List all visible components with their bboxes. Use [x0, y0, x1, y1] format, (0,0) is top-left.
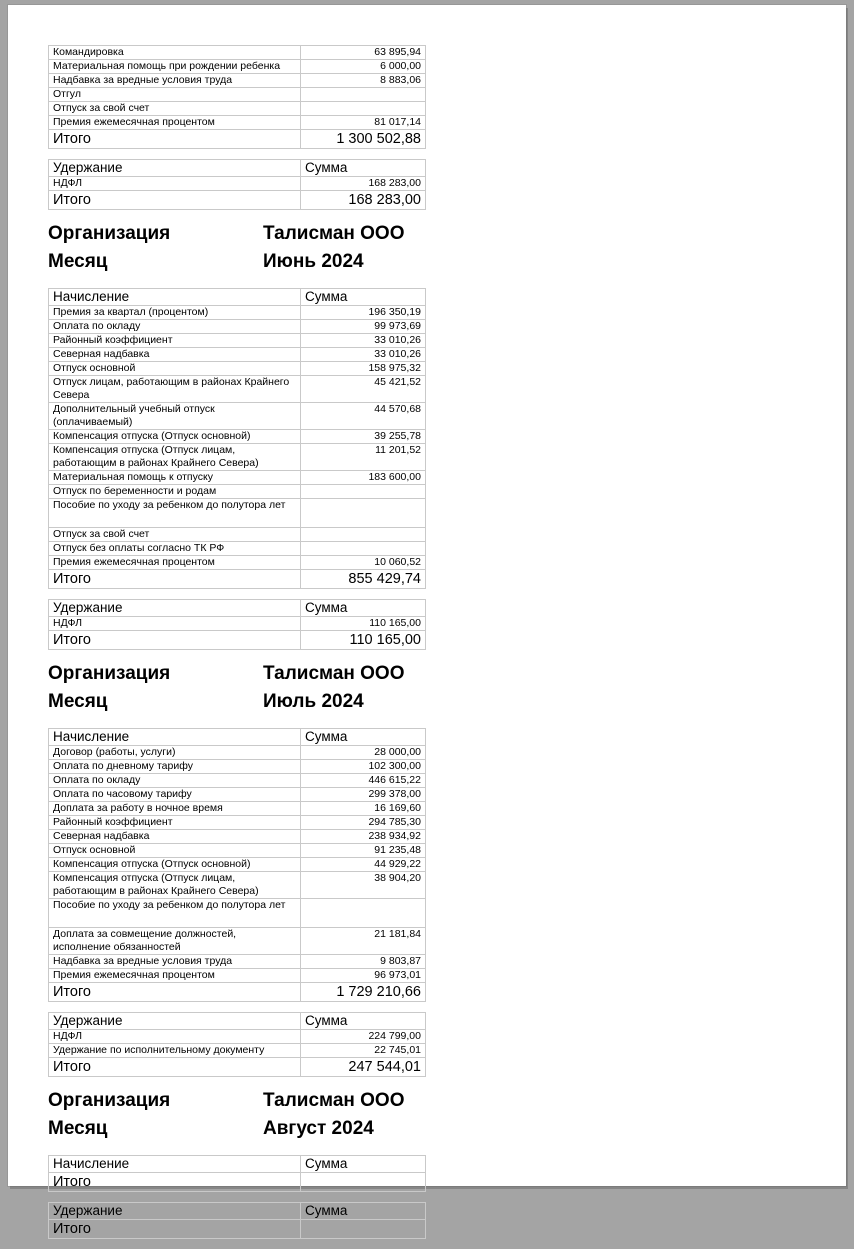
label-cell: Пособие по уходу за ребенком до полутора лет: [49, 499, 301, 528]
label-cell: Компенсация отпуска (Отпуск основной): [49, 430, 301, 444]
label-cell: Доплата за совмещение должностей, исполнение обязанностей: [49, 928, 301, 955]
value-cell: 38 904,20: [301, 872, 426, 899]
header-row: [49, 600, 426, 617]
value-cell: Сумма: [301, 1203, 426, 1220]
data-row: [49, 348, 426, 362]
value-cell: 168 283,00: [301, 191, 426, 210]
data-row: [49, 872, 426, 899]
label-cell: Отпуск за свой счет: [49, 102, 301, 116]
field-row: [48, 1087, 407, 1115]
total-row: [49, 983, 426, 1002]
value-cell: [301, 499, 426, 528]
value-cell: [301, 542, 426, 556]
value-cell: [301, 1220, 426, 1239]
label-cell: Отпуск основной: [49, 844, 301, 858]
value-cell: 16 169,60: [301, 802, 426, 816]
label-cell: Северная надбавка: [49, 830, 301, 844]
label-cell: Договор (работы, услуги): [49, 746, 301, 760]
section-header-july: [48, 660, 407, 716]
value-cell: 39 255,78: [301, 430, 426, 444]
label-cell: Премия за квартал (процентом): [49, 306, 301, 320]
data-row: [49, 556, 426, 570]
label-cell: Удержание по исполнительному документу: [49, 1044, 301, 1058]
total-row: [49, 130, 426, 149]
data-row: [49, 858, 426, 872]
value-cell: 22 745,01: [301, 1044, 426, 1058]
value-cell: Сумма: [301, 1013, 426, 1030]
data-row: [49, 74, 426, 88]
label-cell: Отпуск основной: [49, 362, 301, 376]
header-row: [49, 729, 426, 746]
value-cell: 224 799,00: [301, 1030, 426, 1044]
label-cell: Премия ежемесячная процентом: [49, 556, 301, 570]
value-cell: 21 181,84: [301, 928, 426, 955]
value-cell: 8 883,06: [301, 74, 426, 88]
deductions-table-august: [48, 1202, 426, 1239]
data-row: [49, 430, 426, 444]
label-cell: Премия ежемесячная процентом: [49, 116, 301, 130]
value-cell: 45 421,52: [301, 376, 426, 403]
label-cell: НДФЛ: [49, 1030, 301, 1044]
label-cell: Командировка: [49, 46, 301, 60]
value-cell: 11 201,52: [301, 444, 426, 471]
data-row: [49, 816, 426, 830]
section-header-june: [48, 220, 407, 276]
label-cell: Итого: [49, 983, 301, 1002]
accruals-table-continuation: [48, 45, 426, 149]
value-cell: Сумма: [301, 600, 426, 617]
data-row: [49, 788, 426, 802]
label-cell: Надбавка за вредные условия труда: [49, 74, 301, 88]
field-row: [48, 660, 407, 688]
label-cell: Материальная помощь при рождении ребенка: [49, 60, 301, 74]
data-row: [49, 334, 426, 348]
value-cell: 102 300,00: [301, 760, 426, 774]
data-row: [49, 116, 426, 130]
value-cell: 158 975,32: [301, 362, 426, 376]
data-row: [49, 830, 426, 844]
value-cell: 28 000,00: [301, 746, 426, 760]
field-value: Июль 2024: [263, 691, 364, 712]
field-label: Месяц: [48, 251, 108, 272]
label-cell: Компенсация отпуска (Отпуск основной): [49, 858, 301, 872]
label-cell: Компенсация отпуска (Отпуск лицам, работающим в районах Крайнего Севера): [49, 872, 301, 899]
field-value: Талисман ООО: [263, 663, 405, 684]
label-cell: Материальная помощь к отпуску: [49, 471, 301, 485]
header-row: [49, 160, 426, 177]
label-cell: Начисление: [49, 729, 301, 746]
field-label: Организация: [48, 663, 171, 684]
data-row: [49, 617, 426, 631]
label-cell: Итого: [49, 1173, 301, 1192]
value-cell: 1 300 502,88: [301, 130, 426, 149]
data-row: [49, 542, 426, 556]
field-row: [48, 248, 407, 276]
deductions-table-july: [48, 1012, 426, 1077]
label-cell: Начисление: [49, 1156, 301, 1173]
label-cell: Районный коэффициент: [49, 334, 301, 348]
label-cell: Итого: [49, 130, 301, 149]
label-cell: Доплата за работу в ночное время: [49, 802, 301, 816]
total-row: [49, 1173, 426, 1192]
data-row: [49, 1030, 426, 1044]
value-cell: 1 729 210,66: [301, 983, 426, 1002]
label-cell: Удержание: [49, 1013, 301, 1030]
data-row: [49, 362, 426, 376]
label-cell: Удержание: [49, 600, 301, 617]
value-cell: [301, 102, 426, 116]
total-row: [49, 1058, 426, 1077]
data-row: [49, 177, 426, 191]
label-cell: Итого: [49, 1058, 301, 1077]
value-cell: 110 165,00: [301, 617, 426, 631]
value-cell: 81 017,14: [301, 116, 426, 130]
value-cell: 44 570,68: [301, 403, 426, 430]
value-cell: [301, 1173, 426, 1192]
label-cell: Пособие по уходу за ребенком до полутора лет: [49, 899, 301, 928]
label-cell: Оплата по окладу: [49, 320, 301, 334]
data-row: [49, 306, 426, 320]
label-cell: Северная надбавка: [49, 348, 301, 362]
document-page: [8, 5, 846, 1237]
data-row: [49, 774, 426, 788]
data-row: [49, 802, 426, 816]
deductions-table-may: [48, 159, 426, 210]
value-cell: Сумма: [301, 1156, 426, 1173]
label-cell: НДФЛ: [49, 617, 301, 631]
value-cell: 110 165,00: [301, 631, 426, 650]
value-cell: 33 010,26: [301, 348, 426, 362]
label-cell: Дополнительный учебный отпуск (оплачиваемый): [49, 403, 301, 430]
label-cell: Итого: [49, 1220, 301, 1239]
total-row: [49, 1220, 426, 1239]
data-row: [49, 403, 426, 430]
label-cell: Премия ежемесячная процентом: [49, 969, 301, 983]
value-cell: 855 429,74: [301, 570, 426, 589]
field-label: Организация: [48, 223, 171, 244]
label-cell: Отпуск по беременности и родам: [49, 485, 301, 499]
value-cell: 299 378,00: [301, 788, 426, 802]
data-row: [49, 760, 426, 774]
value-cell: 446 615,22: [301, 774, 426, 788]
label-cell: Отпуск лицам, работающим в районах Крайнего Севера: [49, 376, 301, 403]
value-cell: Сумма: [301, 160, 426, 177]
value-cell: 238 934,92: [301, 830, 426, 844]
value-cell: 196 350,19: [301, 306, 426, 320]
label-cell: Оплата по окладу: [49, 774, 301, 788]
header-row: [49, 1203, 426, 1220]
label-cell: Отпуск за свой счет: [49, 528, 301, 542]
value-cell: 91 235,48: [301, 844, 426, 858]
label-cell: Оплата по часовому тарифу: [49, 788, 301, 802]
label-cell: Отпуск без оплаты согласно ТК РФ: [49, 542, 301, 556]
label-cell: Районный коэффициент: [49, 816, 301, 830]
data-row: [49, 955, 426, 969]
label-cell: Оплата по дневному тарифу: [49, 760, 301, 774]
data-row: [49, 485, 426, 499]
data-row: [49, 376, 426, 403]
value-cell: Сумма: [301, 729, 426, 746]
total-row: [49, 570, 426, 589]
data-row: [49, 102, 426, 116]
label-cell: Удержание: [49, 160, 301, 177]
total-row: [49, 631, 426, 650]
header-row: [49, 289, 426, 306]
label-cell: Итого: [49, 631, 301, 650]
value-cell: 183 600,00: [301, 471, 426, 485]
value-cell: Сумма: [301, 289, 426, 306]
label-cell: Начисление: [49, 289, 301, 306]
data-row: [49, 746, 426, 760]
label-cell: Отгул: [49, 88, 301, 102]
data-row: [49, 88, 426, 102]
field-row: [48, 688, 407, 716]
field-value: Талисман ООО: [263, 223, 405, 244]
field-value: Август 2024: [263, 1118, 374, 1139]
label-cell: Компенсация отпуска (Отпуск лицам, работающим в районах Крайнего Севера): [49, 444, 301, 471]
data-row: [49, 844, 426, 858]
value-cell: 9 803,87: [301, 955, 426, 969]
data-row: [49, 320, 426, 334]
total-row: [49, 191, 426, 210]
field-value: Талисман ООО: [263, 1090, 405, 1111]
header-row: [49, 1013, 426, 1030]
data-row: [49, 444, 426, 471]
field-row: [48, 1115, 407, 1143]
data-row: [49, 46, 426, 60]
data-row: [49, 60, 426, 74]
label-cell: Удержание: [49, 1203, 301, 1220]
value-cell: 44 929,22: [301, 858, 426, 872]
field-row: [48, 220, 407, 248]
deductions-table-june: [48, 599, 426, 650]
field-label: Месяц: [48, 1118, 108, 1139]
data-row: [49, 528, 426, 542]
data-row: [49, 969, 426, 983]
value-cell: 6 000,00: [301, 60, 426, 74]
data-row: [49, 1044, 426, 1058]
document-content: [48, 45, 421, 1249]
value-cell: 33 010,26: [301, 334, 426, 348]
value-cell: 168 283,00: [301, 177, 426, 191]
label-cell: Итого: [49, 570, 301, 589]
accruals-table-july: [48, 728, 426, 1002]
header-row: [49, 1156, 426, 1173]
section-header-august: [48, 1087, 407, 1143]
label-cell: Итого: [49, 191, 301, 210]
field-value: Июнь 2024: [263, 251, 364, 272]
value-cell: 10 060,52: [301, 556, 426, 570]
label-cell: НДФЛ: [49, 177, 301, 191]
value-cell: [301, 485, 426, 499]
field-label: Организация: [48, 1090, 171, 1111]
value-cell: 63 895,94: [301, 46, 426, 60]
value-cell: 294 785,30: [301, 816, 426, 830]
data-row: [49, 928, 426, 955]
accruals-table-august: [48, 1155, 426, 1192]
value-cell: 96 973,01: [301, 969, 426, 983]
data-row: [49, 471, 426, 485]
value-cell: [301, 88, 426, 102]
data-row: [49, 899, 426, 928]
value-cell: 99 973,69: [301, 320, 426, 334]
label-cell: Надбавка за вредные условия труда: [49, 955, 301, 969]
value-cell: [301, 528, 426, 542]
field-label: Месяц: [48, 691, 108, 712]
value-cell: [301, 899, 426, 928]
accruals-table-june: [48, 288, 426, 589]
data-row: [49, 499, 426, 528]
value-cell: 247 544,01: [301, 1058, 426, 1077]
